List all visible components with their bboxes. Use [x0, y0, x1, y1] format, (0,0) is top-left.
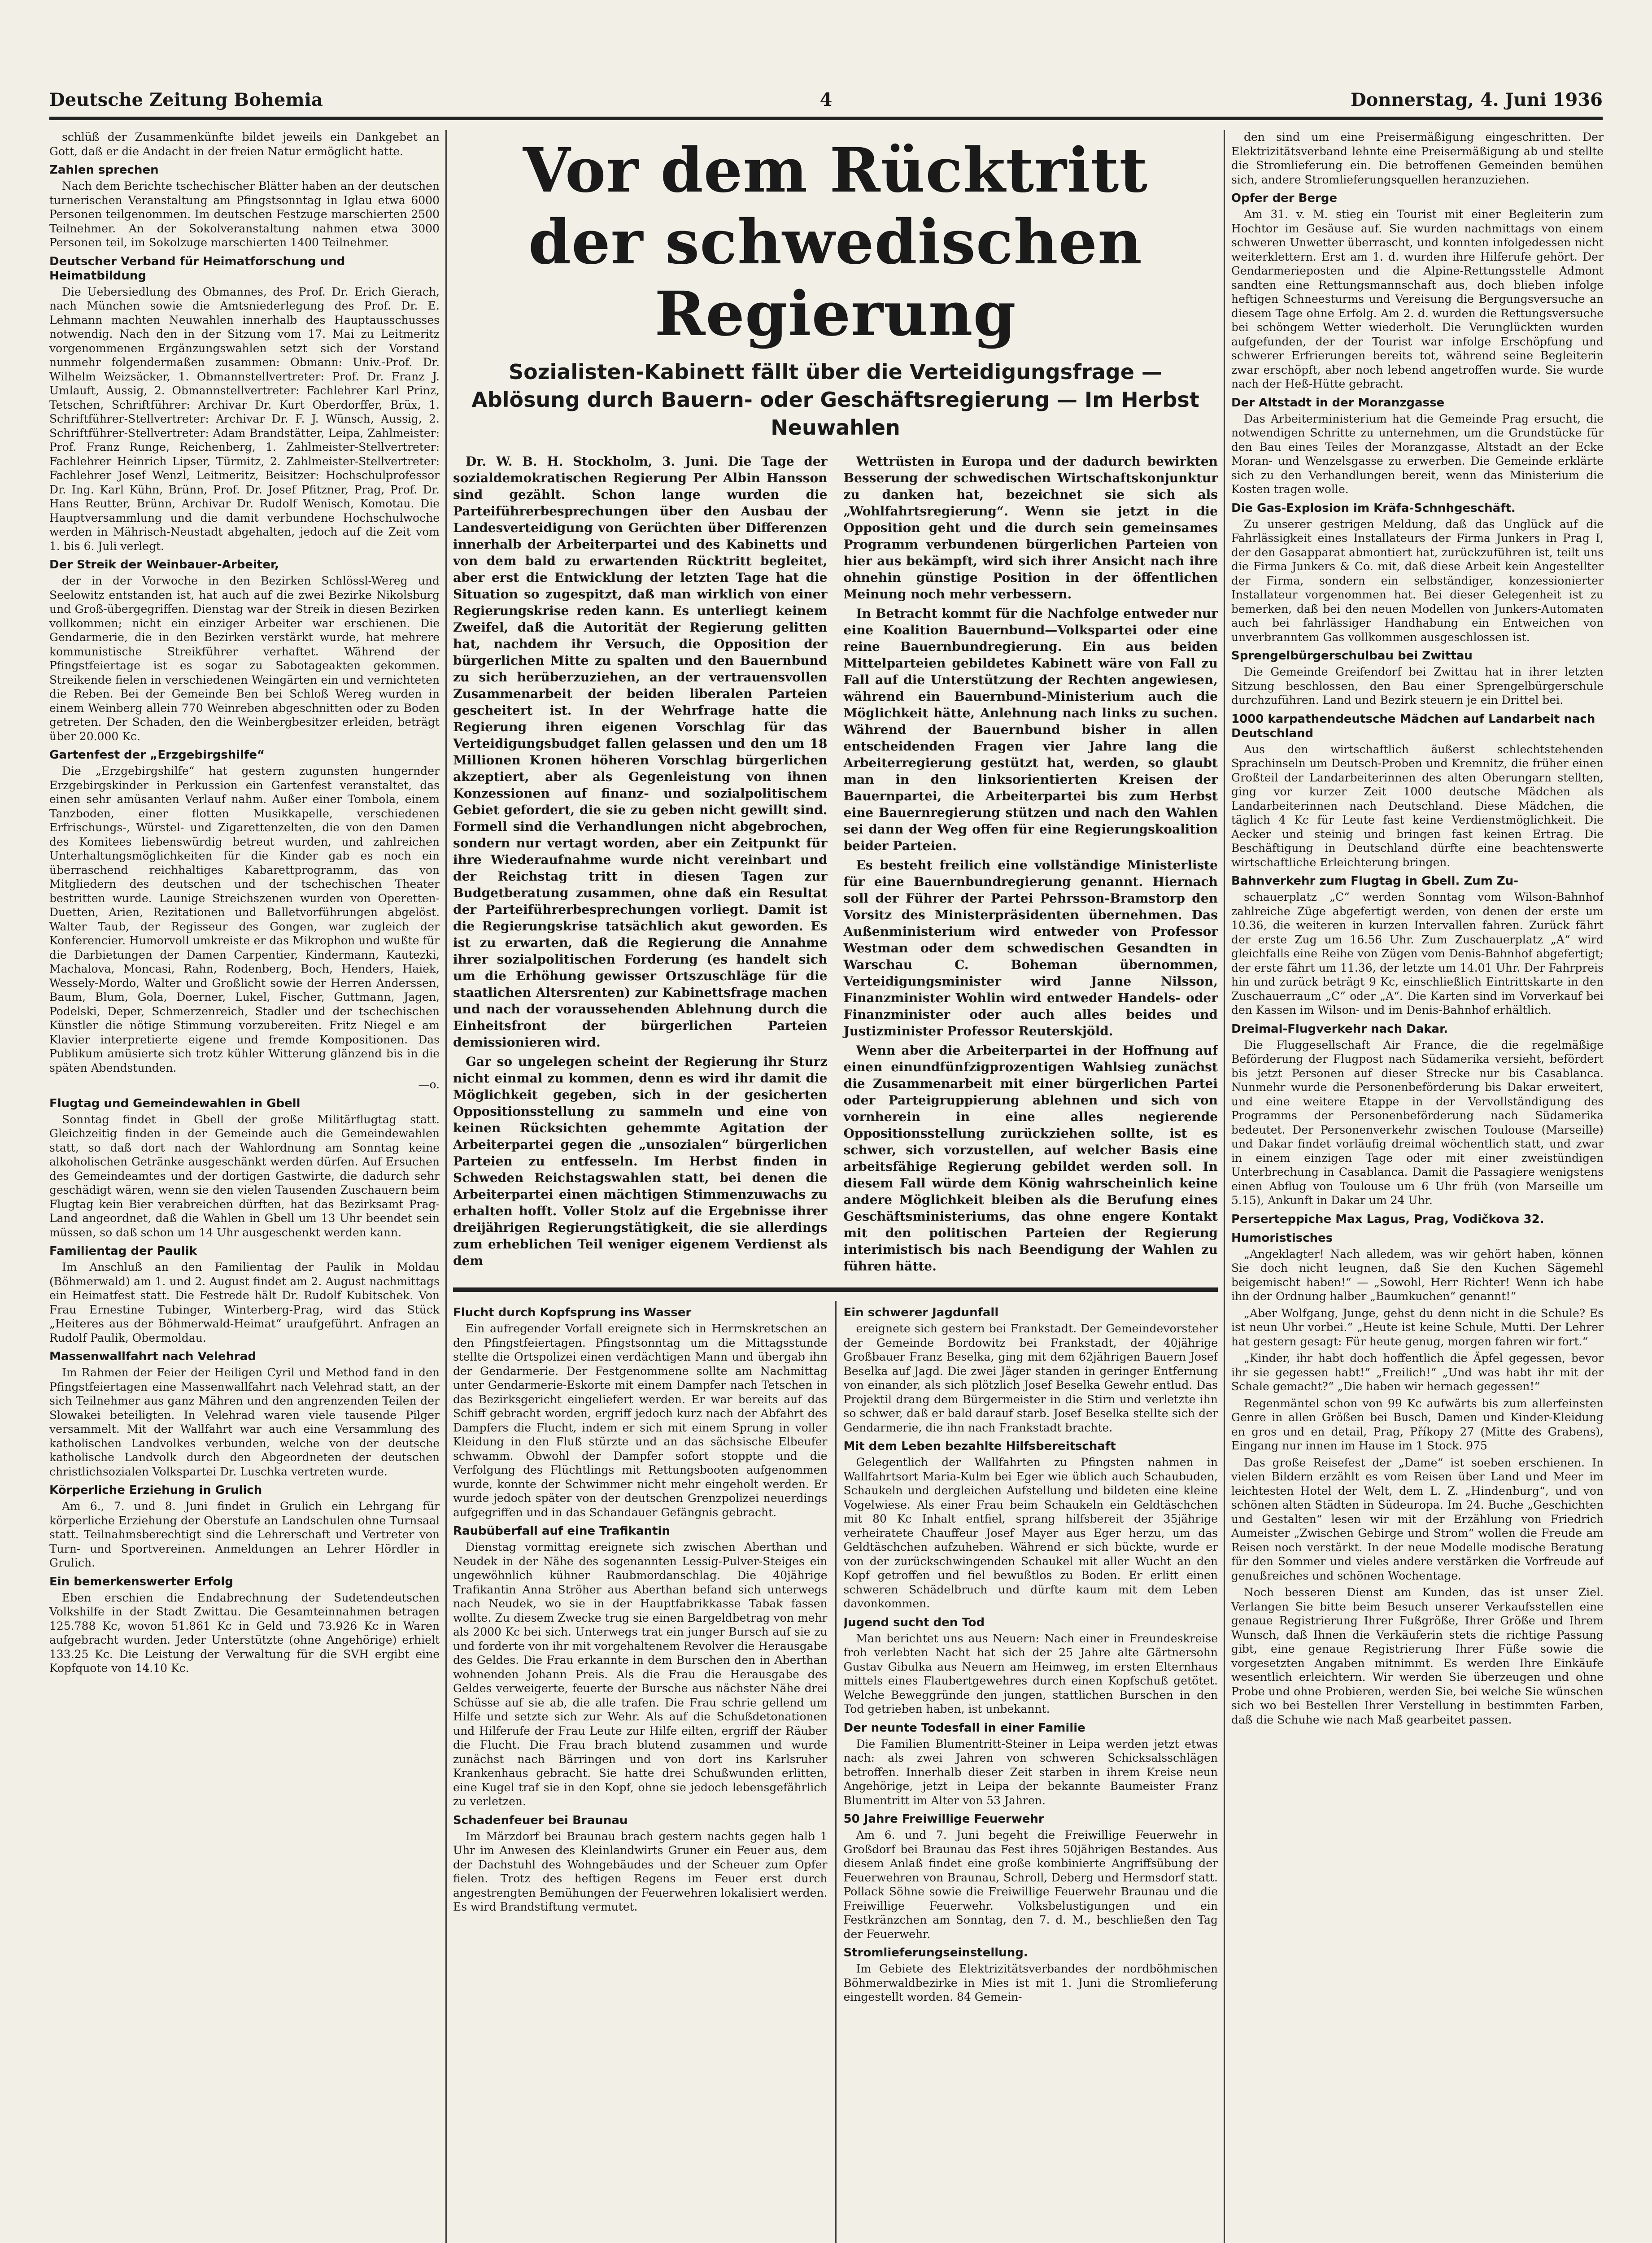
article-heading: 50 Jahre Freiwillige Feuerwehr — [843, 1812, 1044, 1826]
article-heading: Mit dem Leben bezahlte Hilfsbereitschaft — [843, 1440, 1116, 1453]
lead-separator — [453, 1287, 1218, 1292]
article-heading: Dreimal-Flugverkehr nach Dakar. — [1231, 1022, 1448, 1036]
article-heading: Gartenfest der „Erzgebirgshilfe“ — [49, 748, 265, 762]
article-paragraph: „Angeklagter! Nach alledem, was wir gehört haben, können Sie doch nicht leugnen, daß Sie den Kuchen Sägemehl beigemischt haben!“ — „Sowohl, Herr Richter! Wenn ich habe ihn der Ordnung halber „Baumkuchen“ genannt!“ — [1231, 1247, 1604, 1303]
lead-body-left — [453, 453, 828, 1277]
article-paragraph: schlüß der Zusammenkünfte bildet jeweils ein Dankgebet an Gott, daß er die Andacht in der freien Natur ermöglicht hatte. — [49, 131, 440, 158]
issue-date: Donnerstag, 4. Juni 1936 — [1350, 89, 1603, 110]
article-heading: Der Altstadt in der Moranzgasse — [1231, 396, 1445, 410]
article-heading: Die Gas-Explosion im Kräfa-Schnhgeschäft. — [1231, 501, 1516, 515]
article-heading: Schadenfeuer bei Braunau — [453, 1813, 628, 1827]
article-paragraph: Sonntag findet in Gbell der große Militärflugtag statt. Gleichzeitig finden in der Gemeinde auch die Gemeindewahlen statt, so daß dort nach der Wahlordnung am Sonntag keine alkoholischen Getränke ausgeschänkt werden dürfen. Auf Ersuchen des Gemeindeamtes und der dortigen Gastwirte, die dadurch sehr geschädigt wären, wenn sie den vielen Tausenden Zuschauern beim Flugtag kein Bier verabreichen dürften, hat das Bezirksamt Prag-Land angeordnet, daß die Wahlen in Gbell um 13 Uhr beendet sein müssen, so daß schon um 14 Uhr ausgeschenkt werden kann. — [49, 1113, 440, 1239]
running-head — [49, 85, 1603, 120]
article-paragraph: Die Gemeinde Greifendorf bei Zwittau hat in ihrer letzten Sitzung beschlossen, den Bau einer Sprengelbürgerschule durchzuführen. Land und Bezirk steuern je ein Drittel bei. — [1231, 665, 1604, 707]
article-heading: Raubüberfall auf eine Trafikantin — [453, 1524, 670, 1538]
subheadline: Sozialisten-Kabinett fällt über die Verteidigungsfrage — Ablösung durch Bauern- oder Geschäftsregierung — Im Herbst Neuwahlen — [471, 360, 1199, 440]
newspaper-name: Deutsche Zeitung Bohemia — [49, 89, 323, 110]
article-heading: Bahnverkehr zum Flugtag in Gbell. Zum Zu- — [1231, 874, 1519, 888]
article-paragraph: Die Uebersiedlung des Obmannes, des Prof. Dr. Erich Gierach, nach München sowie die Amtsniederlegung des Prof. Dr. E. Lehmann machten Neuwahlen innerhalb des Hauptausschusses notwendig. Nach den in der Sitzung vom 17. Mai zu Leitmeritz vorgenommenen Ergänzungswahlen setzt sich der Vorstand nunmehr folgendermaßen zusammen: Obmann: Univ.-Prof. Dr. Wilhelm Weizsäcker, 1. Obmannstellvertreter: Prof. Dr. Franz J. Umlauft, Aussig, 2. Obmannstellvertreter: Fachlehrer Karl Prinz, Tetschen, Schriftführer: Archivar Dr. Kurt Oberdorffer, Brüx, 1. Schriftführer-Stellvertreter: Archivar Dr. F. J. Wünsch, Aussig, 2. Schriftführer-Stellvertreter: Adam Brandstätter, Leipa, Zahlmeister: Prof. Franz Runge, Reichenberg, 1. Zahlmeister-Stellvertreter: Fachlehrer Heinrich Lipser, Türmitz, 2. Zahlmeister-Stellvertreter: Fachlehrer Josef Wenzl, Leitmeritz, Beisitzer: Hochschulprofessor Dr. Ing. Karl Kühn, Brünn, Prof. Dr. Josef Pfitzner, Prag, Prof. Dr. Hans Reutter, Brünn, Archivar Dr. Rudolf Wenisch, Komotau. Die Hauptversammlung und die damit verbundene Hochschulwoche werden in Mährisch-Neustadt abgehalten, jedoch auf die Zeit vom 1. bis 6. Juli verlegt. — [49, 285, 440, 553]
article-heading: 1000 karpathendeutsche Mädchen auf Landarbeit nach Deutschland — [1231, 712, 1595, 740]
article-paragraph: Dienstag vormittag ereignete sich zwischen Aberthan und Neudek in der Nähe des sogenannten Lessig-Pulver-Steiges ein ungewöhnlich kühner Raubmordanschlag. Die 40jährige Trafikantin Anna Ströher aus Aberthan befand sich unterwegs nach Neudek, wo sie in der Hauptfabrikkasse Tabak fassen wollte. Zu diesem Zwecke trug sie einen Bargeldbetrag von mehr als 2000 Kc bei sich. Unterwegs trat ein junger Bursch auf sie zu und forderte von ihr mit vorgehaltenem Revolver die Herausgabe des Geldes. Die Frau erkannte in dem Burschen den in Aberthan wohnenden Johann Preis. Als die Frau die Herausgabe des Geldes verweigerte, feuerte der Bursche aus nächster Nähe drei Schüsse auf sie ab, die alle trafen. Die Frau schrie gellend um Hilfe und setzte sich zur Wehr. Als auf die Schußdetonationen und Hilferufe der Frau Leute zur Hilfe eilten, ergriff der Räuber die Flucht. Die Frau brach blutend zusammen und wurde zunächst nach Bärringen und von dort ins Karlsruher Krankenhaus gebracht. Sie hatte drei Schußwunden erlitten, eine Kugel traf sie in den Kopf, ohne sie jedoch lebensgefährlich zu verletzen. — [453, 1540, 828, 1808]
article-paragraph: Am 31. v. M. stieg ein Tourist mit einer Begleiterin zum Hochtor im Gesäuse auf. Sie wurden nachmittags von einem schweren Unwetter überrascht, und konnten infolgedessen nicht weiterklettern. Erst am 1. d. wurden ihre Hilferufe gehört. Der Gendarmerieposten und die Alpine-Rettungsstelle Admont sandten eine Rettungsmannschaft aus, doch blieben infolge heftigen Schneesturms und Vereisung die Bergungsversuche an diesem Tage ohne Erfolg. Am 2. d. wurden die Rettungsversuche bei schöngem Wetter wiederholt. Die Verunglückten wurden aufgefunden, der der Tourist war infolge Erschöpfung und schwerer Erfrierungen bereits tot, während seine Begleiterin zwar erschöpft, aber noch lebend angetroffen wurde. Sie wurde nach der Heß-Hütte gebracht. — [1231, 208, 1604, 390]
article-heading: Sprengelbürgerschulbau bei Zwittau — [1231, 649, 1473, 663]
article-heading: Der Streik der Weinbauer-Arbeiter, — [49, 558, 279, 572]
article-paragraph: „Kinder, ihr habt doch hoffentlich die Äpfel gegessen, bevor ihr sie gegessen habt!“ „Freilich!“ „Und was habt ihr mit der Schale gemacht?“ „Die haben wir hernach gegessen!“ — [1231, 1352, 1604, 1393]
column-rule — [445, 130, 447, 2243]
lead-paragraph: Gar so ungelegen scheint der Regierung ihr Sturz nicht einmal zu kommen, denn es wird ihr damit die Möglichkeit gegeben, sich in der gesicherten Oppositionsstellung zu sammeln und eine von keinen Rücksichten gehemmte Agitation der Arbeiterpartei gegen die „unsozialen“ bürgerlichen Parteien zu entfesseln. Im Herbst finden in Schweden Reichstagswahlen statt, bei denen die Arbeiterpartei einen mächtigen Stimmenzuwachs zu erhalten hofft. Voller Stolz auf die Ergebnisse ihrer dreijährigen Regierungstätigkeit, die sie allerdings zum erheblichen Teil weniger eigenem Verdienst als dem — [453, 1054, 828, 1268]
lead-paragraph: Es besteht freilich eine vollständige Ministerliste für eine Bauernbundregierung genannt. Hiernach soll der Führer der Partei Pehrsson-Bramstorp den Vorsitz des Ministerpräsidenten übernehmen. Das Außenministerium wird entweder von Professor Westman oder dem schwedischen Gesandten in Warschau C. Boheman übernommen, Verteidigungsminister wird Janne Nilsson, Finanzminister Wohlin wird entweder Handels- oder Finanzminister oder auch alles beides und Justizminister Professor Reuterskjöld. — [843, 858, 1218, 1039]
article-paragraph: Im Anschluß an den Familientag der Paulik in Moldau (Böhmerwald) am 1. und 2. August findet am 2. August nachmittags ein Heimatfest statt. Die Festrede hält Dr. Rudolf Kubitschek. Von Frau Ernestine Tubinger, Winterberg-Prag, wird das Stück „Heiteres aus der Böhmerwald-Heimat“ uraufgeführt. Anfragen an Rudolf Paulik, Obermoldau. — [49, 1261, 440, 1344]
article-heading: Deutscher Verband für Heimatforschung und Heimatbildung — [49, 254, 345, 283]
lead-paragraph: Dr. W. B. H. Stockholm, 3. Juni. Die Tage der sozialdemokratischen Regierung Per Albin Hansson sind gezählt. Schon lange wurden die Parteiführerbesprechungen über den Ausbau der Landesverteidigung von Gerüchten über Differenzen innerhalb der Arbeiterpartei und des Kabinetts und von dem bald zu erwartenden Rücktritt begleitet, aber erst die Entwicklung der letzten Tage hat die Situation so zugespitzt, daß man wirklich von einer Regierungskrise reden kann. Es unterliegt keinem Zweifel, daß die Autorität der Regierung gelitten hat, nachdem ihr Versuch, die Opposition der bürgerlichen Mitte zu spalten und den Bauernbund zu sich herüberzuziehen, an der vertrauensvollen Zusammenarbeit der beiden liberalen Parteien gescheitert ist. In der Wehrfrage hatte die Regierung ihren eigenen Vorschlag für das Verteidigungsbudget fallen gelassen und den um 18 Millionen Kronen höheren Vorschlag bürgerlichen akzeptiert, aber als Gegenleistung von ihnen Konzessionen auf finanz- und sozialpolitischem Gebiet gefordert, die sie zu geben nicht gewillt sind. Formell sind die Verhandlungen nicht abgebrochen, sondern nur vertagt worden, aber ein Zeitpunkt für ihre Wiederaufnahme wurde nicht vereinbart und der Reichstag tritt in diesen Tagen zur Budgetberatung zusammen, ohne daß ein Resultat der Parteiführerbesprechungen vorliegt. Damit ist die Regierungskrise tatsächlich akut geworden. Es ist zu erwarten, daß die Regierung die Annahme ihrer sozialpolitischen Forderung (es handelt sich um die Erhöhung gewisser Ortszuschläge für die staatlichen Altersrenten) zur Kabinettsfrage machen und nach der voraussehenden Ablehnung durch die Einheitsfront der bürgerlichen Parteien demissionieren wird. — [453, 454, 828, 1050]
article-heading: Opfer der Berge — [1231, 192, 1338, 205]
article-paragraph: Im Gebiete des Elektrizitätsverbandes der nordböhmischen Böhmerwaldbezirke in Mies ist mit 1. Juni die Stromlieferung eingestellt worden. 84 Gemein- — [843, 1962, 1218, 2003]
author-signature: —o. — [418, 1078, 440, 1091]
article-heading: Flugtag und Gemeindewahlen in Gbell — [49, 1096, 301, 1110]
article-heading: Flucht durch Kopfsprung ins Wasser — [453, 1306, 692, 1319]
article-paragraph: Das Arbeiterministerium hat die Gemeinde Prag ersucht, die notwendigen Schritte zu unternehmen, um die Grundstücke für den Bau eines Teiles der Moranzgasse, Altstadt an der Ecke Moran- und Wenzelsgasse zu erwerben. Die Gemeinde erklärte sich zu den Verhandlungen bereit, wenn das Ministerium die Kosten tragen wolle. — [1231, 412, 1604, 496]
article-paragraph: Das große Reisefest der „Dame“ ist soeben erschienen. In vielen Bildern erzählt es vom Reisen über Land und Meer im leichtesten Hotel der Welt, dem L. Z. „Hindenburg“, und von schönen alten Städten in Südeuropa. Im 24. Buche „Geschichten und Gestalten“ lesen wir mit der Erzählung von Friedrich Aumeister „Zwischen Gebirge und Strom“ wollen die Freude am Reisen noch verstärkt. In der neue Modelle modische Beratung für den Sommer und vieles andere verstärken die Vorfreude auf genußreiches und schönen Wochentage. — [1231, 1456, 1604, 1582]
column-left — [49, 130, 440, 2243]
headline-line-2: der schwedischen Regierung — [528, 206, 1142, 350]
article-heading: Humoristisches — [1231, 1231, 1333, 1245]
article-paragraph: Im Rahmen der Feier der Heiligen Cyril und Method fand in den Pfingstfeiertagen eine Massenwallfahrt nach Velehrad statt, an der sich Teilnehmer aus ganz Mähren und den angrenzenden Teilen der Slowakei beteiligten. In Velehrad waren viele tausende Pilger versammelt. Mit der Wallfahrt war auch eine Versammlung des katholischen Landvolkes verbunden, welche von der deutsche katholische Landvolk durch den Abgeordneten der deutschen christlichsozialen Volkspartei Dr. Luschka vertreten wurde. — [49, 1366, 440, 1478]
article-paragraph: Gelegentlich der Wallfahrten zu Pfingsten nahmen in Wallfahrtsort Maria-Kulm bei Eger wie üblich auch Schaubuden, Schaukeln und dergleichen Aufstellung und bildeten eine kleine Vogelwiese. Als einer Frau beim Schaukeln ein Geldtäschchen mit 80 Kc Inhalt entfiel, sprang hilfsbereit der 35jährige verheiratete Chauffeur Josef Mayer aus Eger herzu, um das Geldtäschchen aufzuheben. Während er sich bückte, wurde er von der zurückschwingenden Schaukel mit aller Wucht an den Kopf getroffen und fiel bewußtlos zu Boden. Er erlitt einen schweren Schädelbruch und dürfte kaum mit dem Leben davonkommen. — [843, 1456, 1218, 1610]
headline — [453, 135, 1218, 350]
article-heading: Familientag der Paulik — [49, 1244, 197, 1258]
article-paragraph: Die „Erzgebirgshilfe“ hat gestern zugunsten hungernder Erzgebirgskinder in Perkussion ein Gartenfest veranstaltet, das einen sehr amüsanten Verlauf nahm. Außer einer Tombola, einem Tanzboden, einer flotten Musikkapelle, verschiedenen Erfrischungs-, Würstel- und Zigarettenzelten, die von den Damen des Komitees liebenswürdig betreut wurden, und zahlreichen Unterhaltungsmöglichkeiten für die Kinder gab es noch ein überraschend reichhaltiges Kabarettprogramm, das von Mitgliedern des deutschen und der tschechischen Theater bestritten wurde. Launige Streichszenen wurden von Operetten-Duetten, Arien, Rezitationen und Balletvorführungen abgelöst. Walter Taub, der Regisseur des Gongen, war zugleich der Konferencier. Humorvoll umkreiste er das Mikrophon und wußte für die Darbietungen der Damen Carpentier, Kindermann, Kautezki, Machalova, Moncasi, Rahn, Rodenberg, Boch, Henders, Haiek, Wessely-Mordo, Walter und Großlicht sowie der Herren Anderssen, Baum, Blum, Gola, Doerner, Lukel, Fischer, Guttmann, Jagen, Podelski, Deper, Schmerzenreich, Stadler und der tschechischen Künstler die nötige Stimmung vorzubereiten. Fritz Niegel e am Klavier interpretierte eigene und fremde Kompositionen. Das Publikum amüsierte sich trotz kühler Witterung glänzend bis in die späten Abendstunden. — [49, 764, 440, 1074]
column-rule — [835, 1301, 837, 2243]
article-paragraph: „Aber Wolfgang, Junge, gehst du denn nicht in die Schule? Es ist neun Uhr vorbei.“ „Heute ist keine Schule, Mutti. Der Lehrer hat gestern gesagt: Für heute genug, morgen fahren wir fort.“ — [1231, 1306, 1604, 1348]
article-heading: Stromlieferungseinstellung. — [843, 1946, 1028, 1959]
article-paragraph: den sind um eine Preisermäßigung eingeschritten. Der Elektrizitätsverband lehnte eine Preisermäßigung ab und stellte die Stromlieferung ein. Die betroffenen Gemeinden bemühen sich, andere Stromlieferungsquellen heranzuziehen. — [1231, 131, 1604, 186]
lower-left-column — [453, 1301, 828, 2243]
article-heading: Massenwallfahrt nach Velehrad — [49, 1350, 256, 1363]
lower-right-column — [844, 1301, 1218, 2243]
article-paragraph: Zu unserer gestrigen Meldung, daß das Unglück auf die Fahrlässigkeit eines Installateurs der Firma Junkers in Prag I, der den Gasapparat abmontiert hat, zurückzuführen ist, teilt uns die Firma Junkers & Co. mit, daß diese Arbeit kein Angestellter der Firma, sondern ein selbständiger, konzessionierter Installateur vorgenommen hat. Bei dieser Gelegenheit ist zu bemerken, daß bei den neuen Modellen von Junkers-Automaten auch bei fahrlässiger Handhabung ein Entweichen von unverbranntem Gas vollkommen ausgeschlossen ist. — [1231, 517, 1604, 644]
article-paragraph: Regenmäntel schon von 99 Kc aufwärts bis zum allerfeinsten Genre in allen Größen bei Busch, Damen und Kinder-Kleidung en gros und en detail, Prag, Příkopy 27 (Mitte des Grabens), Eingang nur innen im Hause im 1 Stock. 975 — [1231, 1396, 1604, 1452]
column-rule — [1224, 130, 1225, 2243]
article-paragraph: Eben erschien die Endabrechnung der Sudetendeutschen Volkshilfe in der Stadt Zwittau. Die Gesamteinnahmen betragen 125.788 Kc, wovon 51.861 Kc in Geld und 73.926 Kc in Waren aufgebracht wurden. Jeder Unterstützte (ohne Angehörige) erhielt 133.25 Kc. Die Leistung der Verwaltung für die SVH ergibt eine Kopfquote von 14.10 Kc. — [49, 1591, 440, 1675]
article-paragraph: Im Märzdorf bei Braunau brach gestern nachts gegen halb 1 Uhr im Anwesen des Kleinlandwirts Gruner ein Feuer aus, dem der Dachstuhl des Wohngebäudes und der Scheuer zum Opfer fielen. Trotz des heftigen Regens im Feuer erst durch angestrengten Bemühungen der Feuerwehren lokalisiert werden. Es wird Brandstiftung vermutet. — [453, 1829, 828, 1913]
article-paragraph: Am 6. und 7. Juni begeht die Freiwillige Feuerwehr in Großdorf bei Braunau das Fest ihres 50jährigen Bestandes. Aus diesem Anlaß findet eine große kombinierte Angriffsübung der Feuerwehren von Braunau, Schroll, Deberg und Hermsdorf statt. Pollack Söhne sowie die Freiwillige Feuerwehr Braunau und die Freiwillige Feuerwehr. Volksbelustigungen und ein Festkränzchen am Sonntag, den 7. d. M., beschließen den Tag der Feuerwehr. — [843, 1828, 1218, 1941]
article-heading: Der neunte Todesfall in einer Familie — [843, 1721, 1085, 1735]
article-paragraph: ereignete sich gestern bei Frankstadt. Der Gemeindevorsteher der Gemeinde Bordowitz bei Frankstadt, der 40jährige Großbauer Franz Beselka, ging mit dem 62jährigen Bauern Josef Beselka auf Jagd. Die zwei Jäger standen in geringer Entfernung von einander, als sich plötzlich Josef Beselka Gewehr entlud. Das Projektil drang dem Bürgermeister in die Stirn und verletzte ihn so schwer, daß er bald darauf starb. Josef Beselka stellte sich der Gendarmerie, die ihn nach Frankstadt brachte. — [843, 1322, 1218, 1434]
article-paragraph: schauerplatz „C“ werden Sonntag vom Wilson-Bahnhof zahlreiche Züge abgefertigt werden, von denen der erste um 10.36, die weiteren in kurzen Intervallen fahren. Zurück fährt der erste Zug um 16.56 Uhr. Zum Zuschauerplatz „A“ wird gleichfalls eine Reihe von Zügen vom Denis-Bahnhof abgefertigt; der erste fährt um 11.36, der letzte um 14.01 Uhr. Der Fahrpreis hin und zurück beträgt 9 Kc, einschließlich Eintrittskarte in den Zuschauerraum „C“ oder „A“. Die Karten sind im Vorverkauf bei den Kassen im Wilson- und im Denis-Bahnhof erhältlich. — [1231, 890, 1604, 1017]
article-heading: Körperliche Erziehung in Grulich — [49, 1484, 262, 1497]
article-paragraph: Die Familien Blumentritt-Steiner in Leipa werden jetzt etwas nach: als zwei Jahren von schweren Schicksalsschlägen betroffen. Innerhalb dieser Zeit starben in ihrem Kreise neun Angehörige, jetzt in Leipa der bekannte Baumeister Franz Blumentritt im Alter von 53 Jahren. — [843, 1737, 1218, 1807]
article-paragraph: Man berichtet uns aus Neuern: Nach einer in Freundeskreise froh verlebten Nacht hat sich der 25 Jahre alte Gärtnersohn Gustav Gibulka aus Neuern am Heimweg, im ersten Elternhaus mittels eines Flaubertgewehres durch einen Kopfschuß getötet. Welche Beweggründe den jungen, stattlichen Burschen in den Tod getrieben haben, ist unbekannt. — [843, 1632, 1218, 1715]
article-heading: Zahlen sprechen — [49, 163, 159, 177]
article-paragraph: Am 6., 7. und 8. Juni findet in Grulich ein Lehrgang für körperliche Erziehung der Oberstufe an Landschulen ohne Turnsaal statt. Teilnahmsberechtigt sind die Lehrerschaft und Vertreter von Turn- und Sportvereinen. Anmeldungen an Lehrer Hördler in Grulich. — [49, 1500, 440, 1569]
lead-article — [453, 130, 1218, 1283]
article-heading: Ein bemerkenswerter Erfolg — [49, 1575, 233, 1588]
article-heading: Jugend sucht den Tod — [843, 1615, 985, 1629]
headline-line-1: Vor dem Rücktritt — [523, 135, 1148, 206]
lead-paragraph: Wenn aber die Arbeiterpartei in der Hoffnung auf einen einundfünfzigprozentigen Wahlsieg zunächst die Zusammenarbeit mit einer bürgerlichen Partei oder Parteigruppierung ablehnen und sich von vornherein in eine alles negierende Oppositionsstellung zurückziehen sollte, ist es schwer, sich vorzustellen, auf welcher Basis eine arbeitsfähige Regierung gebildet werden soll. In diesem Fall würde dem König wahrscheinlich keine andere Möglichkeit bleiben als die Berufung eines Geschäftsministeriums, das ohne engere Kontakt mit den politischen Parteien der Regierung interimistisch bis nach Beendigung der Wahlen zu führen hätte. — [843, 1043, 1218, 1274]
lead-paragraph: In Betracht kommt für die Nachfolge entweder nur eine Koalition Bauernbund—Volkspartei oder eine reine Bauernbundregierung. Ein aus beiden Mittelparteien gebildetes Kabinett wäre von Fall zu Fall auf die Unterstützung der Rechten angewiesen, während ein Bauernbund-Ministerium auch die Möglichkeit hätte, Anlehnung nach links zu suchen. Während der Bauernbund bisher in allen entscheidenden Fragen vier Jahre lang die Arbeiterregierung gestützt hat, werden, so glaubt man in den linksorientierten Kreisen der Bauernpartei, die Arbeiterpartei bis zum Herbst eine Bauernregierung stützen und nach den Wahlen sei dann der Weg offen für eine Regierungskoalition beider Parteien. — [843, 606, 1218, 853]
article-heading: Ein schwerer Jagdunfall — [843, 1306, 999, 1319]
column-center — [453, 130, 1218, 2243]
lead-body — [453, 453, 1218, 1277]
article-paragraph: der in der Vorwoche in den Bezirken Schlössl-Wereg und Seelowitz entstanden ist, hat auch auf die zwei Bezirke Nikolsburg und Groß-übergegriffen. Dienstag war der Streik in diesen Bezirken vollkommen; nicht ein einziger Arbeiter war erschienen. Die Gendarmerie, die in den Bezirken verstärkt wurde, hat mehrere kommunistische Streikführer verhaftet. Während der Pfingstfeiertage ist es sogar zu Sabotageakten gekommen. Streikende fielen in verschiedenen Weingärten ein und vernichteten die Reben. Bei der Gemeinde Ben bei Schloß Wereg wurden in einem Weinberg allein 770 Weinreben abgeschnitten oder zu Boden getreten. Der Schaden, den die Weinbergbesitzer erleiden, beträgt über 20.000 Kc. — [49, 574, 440, 743]
lead-body-right — [844, 453, 1218, 1277]
article-paragraph: Die Fluggesellschaft Air France, die die regelmäßige Beförderung der Flugpost nach Südamerika versieht, befördert bis jetzt Personen auf dieser Strecke nur bis Casablanca. Nunmehr wurde die Personenbeförderung bis Dakar erweitert, und eine weitere Etappe in der Vervollständigung des Programms der Personenbeförderung nach Südamerika bedeutet. Der Personenverkehr zwischen Toulouse (Marseille) und Dakar findet vorläufig dreimal wöchentlich statt, und zwar in einem einzigen Tage oder mit einer zweistündigen Unterbrechung in Casablanca. Damit die Passagiere wenigstens einen Abflug von Toulouse um 6 Uhr früh (von Marseille um 5.15), Ankunft in Dakar um 24 Uhr. — [1231, 1038, 1604, 1207]
article-paragraph: Aus den wirtschaftlich äußerst schlechtstehenden Sprachinseln um Deutsch-Proben und Kremnitz, die früher einen Großteil der Landarbeiterinnen des alten Oberungarn stellten, ging vor kurzer Zeit 1000 deutsche Mädchen als Landarbeiterinnen nach Deutschland. Diese Mädchen, die täglich 4 Kc für Leute fast keine Verdienstmöglichkeit. Die Aecker und steinig und bringen fast keinen Ertrag. Die Beschäftigung in Deutschland dürfte eine beachtenswerte wirtschaftliche Erleichterung bringen. — [1231, 742, 1604, 869]
column-right — [1231, 130, 1604, 2243]
article-heading: Perserteppiche Max Lagus, Prag, Vodičkova 32. — [1231, 1212, 1544, 1226]
article-paragraph: Ein aufregender Vorfall ereignete sich in Herrnskretschen an den Pfingstfeiertagen. Pfingstsonntag um die Mittagsstunde stellte die Ortspolizei einen verdächtigen Mann und übergab ihn der Gendarmerie. Der Festgenommene sollte am Nachmittag unter Gendarmerie-Eskorte mit einem Dampfer nach Tetschen in das Bezirksgericht eingeliefert werden. Er war bereits auf das Schiff gebracht worden, ergriff jedoch kurz nach der Abfahrt des Dampfers die Flucht, indem er sich mit einem Sprung in voller Kleidung in den Fluß stürzte und an das sächsische Elbeufer schwamm. Obwohl der Dampfer sofort stoppte und die Verfolgung des Flüchtlings mit Rettungsbooten aufgenommen wurde, konnte der Schwimmer nicht mehr eingeholt werden. Er wurde jedoch später von der deutschen Grenzpolizei neuerdings aufgegriffen und in das Schandauer Gefängnis gebracht. — [453, 1322, 828, 1519]
lead-paragraph: Wettrüsten in Europa und der dadurch bewirkten Besserung der schwedischen Wirtschaftskonjunktur zu danken hat, bezeichnet sie sich als „Wohlfahrtsregierung“. Wenn sie jetzt in die Opposition geht und die durch sein gemeinsames Programm verbundenen bürgerlichen Parteien von hier aus bekämpft, wird sich ihrer Ansicht nach ihre ohnehin günstige Position in der öffentlichen Meinung noch mehr verbessern. — [843, 454, 1218, 602]
article-paragraph: Nach dem Berichte tschechischer Blätter haben an der deutschen turnerischen Veranstaltung am Pfingstsonntag in Iglau etwa 6000 Personen teilgenommen. Im deutschen Festzuge marschierten 2500 Teilnehmer. An der Sokolveranstaltung nahmen etwa 3000 Personen teil, im Sokolzuge marschierten 1400 Teilnehmer. — [49, 179, 440, 249]
page-number: 4 — [819, 89, 833, 110]
article-paragraph: Noch besseren Dienst am Kunden, das ist unser Ziel. Verlangen Sie bitte beim Besuch unserer Verkaufsstellen eine genaue Registrierung Ihrer Fußgröße, Ihrer Größe und Ihrem Wunsch, daß Ihnen die Verkäuferin stets die richtige Passung gibt, eine genaue Registrierung Ihrer Füße sowie die vorgesetzten Angaben mitnimmt. Es werden Ihre Einkäufe wesentlich erleichtern. Wir werden Sie überzeugen und ohne Probe und ohne Probieren, werden Sie, bei welche Sie wünschen sich wo bei Bestellen Ihrer Verstellung in bestimmten Farben, daß die Schuhe wie nach Maß gearbeitet passen. — [1231, 1586, 1604, 1726]
